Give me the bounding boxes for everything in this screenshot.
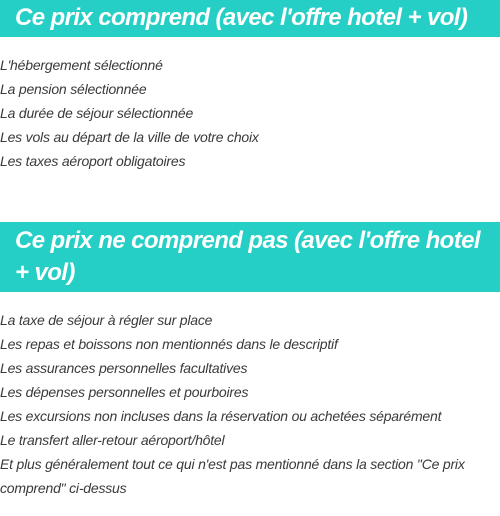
- list-item: Les excursions non incluses dans la réservation ou achetées séparément: [0, 408, 442, 424]
- included-items-list: [0, 53, 500, 173]
- list-item: Les dépenses personnelles et pourboires: [0, 384, 249, 400]
- list-item: La taxe de séjour à régler sur place: [0, 312, 213, 328]
- list-item: La durée de séjour sélectionnée: [0, 105, 194, 121]
- excluded-items-list: [0, 308, 500, 500]
- included-section-title: Ce prix comprend (avec l'offre hotel + vol): [0, 0, 500, 37]
- list-item: Les taxes aéroport obligatoires: [0, 153, 186, 169]
- list-item: Et plus généralement tout ce qui n'est pas mentionné dans la section "Ce prix comprend" ci-dessus: [0, 456, 465, 496]
- excluded-section-title: Ce prix ne comprend pas (avec l'offre hotel + vol): [0, 222, 500, 292]
- list-item: La pension sélectionnée: [0, 81, 147, 97]
- list-item: Les vols au départ de la ville de votre choix: [0, 129, 259, 145]
- list-item: L'hébergement sélectionné: [0, 57, 163, 73]
- list-item: Le transfert aller-retour aéroport/hôtel: [0, 432, 225, 448]
- list-item: Les assurances personnelles facultatives: [0, 360, 248, 376]
- list-item: Les repas et boissons non mentionnés dans le descriptif: [0, 336, 338, 352]
